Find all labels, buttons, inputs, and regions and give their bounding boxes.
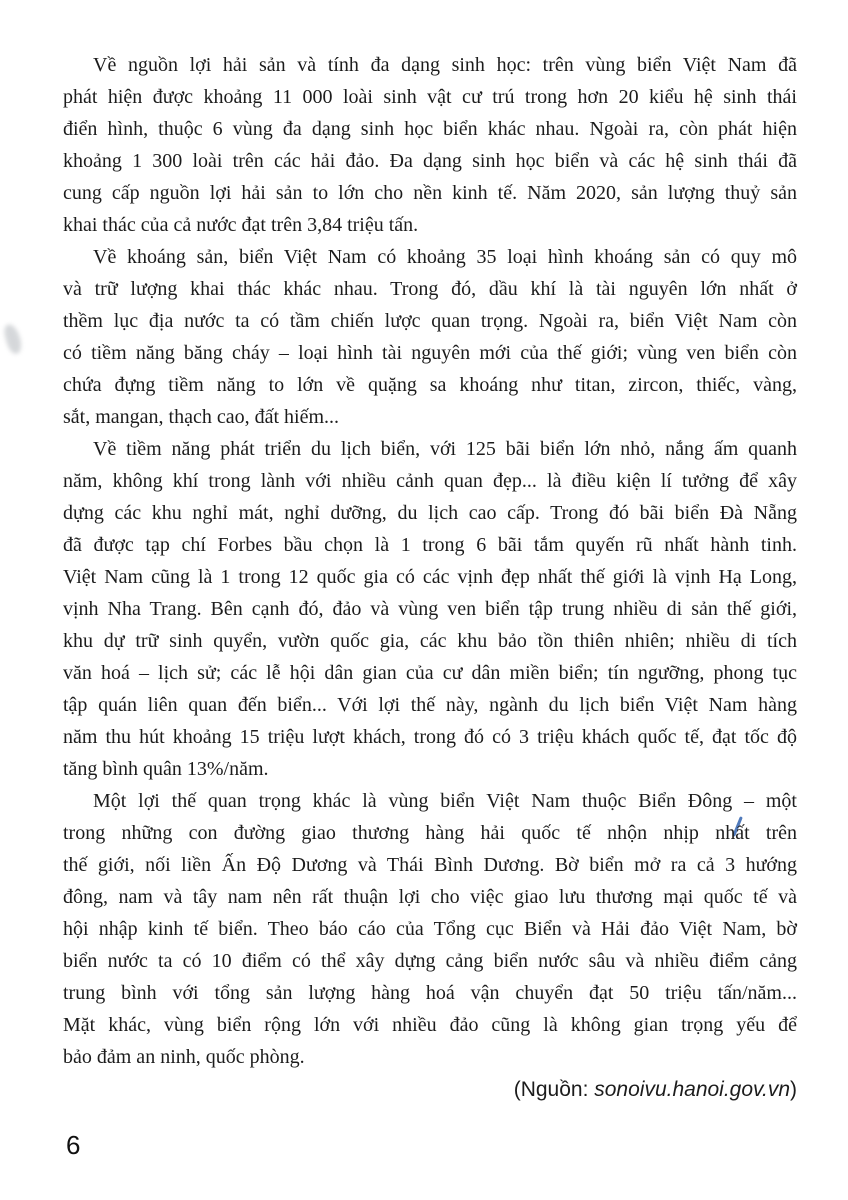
document-body: [63, 49, 797, 1073]
text-line: thế giới, nối liền Ấn Độ Dương và Thái Bình Dương. Bờ biển mở ra cả 3 hướng: [63, 854, 797, 876]
text-line: khu dự trữ sinh quyển, vườn quốc gia, các khu bảo tồn thiên nhiên; nhiều di tích: [63, 630, 797, 652]
text-line: khai thác của cả nước đạt trên 3,84 triệu tấn.: [63, 214, 419, 236]
text-line: phát hiện được khoảng 11 000 loài sinh vật cư trú trong hơn 20 kiểu hệ sinh thái: [63, 86, 797, 108]
text-line: văn hoá – lịch sử; các lễ hội dân gian của cư dân miền biển; tín ngưỡng, phong tục: [63, 662, 797, 684]
text-line: biển nước ta có 10 điểm có thể xây dựng cảng biển nước sâu và nhiều điểm cảng: [63, 950, 797, 972]
paragraph: [63, 241, 797, 433]
text-line: bảo đảm an ninh, quốc phòng.: [63, 1046, 305, 1068]
source-citation: [514, 1078, 797, 1102]
scan-smudge-artifact: [2, 323, 23, 356]
source-link: sonoivu.hanoi.gov.vn: [594, 1078, 790, 1101]
text-line: sắt, mangan, thạch cao, đất hiếm...: [63, 406, 340, 428]
text-line: thềm lục địa nước ta có tầm chiến lược quan trọng. Ngoài ra, biển Việt Nam còn: [63, 310, 797, 332]
text-line: trung bình với tổng sản lượng hàng hoá vận chuyển đạt 50 triệu tấn/năm...: [63, 982, 797, 1004]
text-line: Về tiềm năng phát triển du lịch biển, với 125 bãi biển lớn nhỏ, nắng ấm quanh: [93, 438, 797, 460]
page-number: 6: [66, 1130, 81, 1160]
text-line: vịnh Nha Trang. Bên cạnh đó, đảo và vùng ven biển tập trung nhiều di sản thế giới,: [63, 598, 797, 620]
text-line: đã được tạp chí Forbes bầu chọn là 1 trong 6 bãi tắm quyến rũ nhất hành tinh.: [63, 534, 797, 556]
text-line: trong những con đường giao thương hàng hải quốc tế nhộn nhịp nhất trên: [63, 822, 797, 844]
paragraph: [63, 785, 797, 1073]
text-line: chứa đựng tiềm năng to lớn về quặng sa khoáng như titan, zircon, thiếc, vàng,: [63, 374, 797, 396]
text-line: hội nhập kinh tế biển. Theo báo cáo của Tổng cục Biển và Hải đảo Việt Nam, bờ: [63, 918, 797, 940]
text-line: điển hình, thuộc 6 vùng đa dạng sinh học biển khác nhau. Ngoài ra, còn phát hiện: [63, 118, 797, 140]
text-line: cung cấp nguồn lợi hải sản to lớn cho nền kinh tế. Năm 2020, sản lượng thuỷ sản: [63, 182, 797, 204]
text-line: dựng các khu nghỉ mát, nghỉ dưỡng, du lịch cao cấp. Trong đó bãi biển Đà Nẵng: [63, 502, 797, 524]
source-prefix: (Nguồn:: [513, 1078, 595, 1101]
text-line: đông, nam và tây nam nên rất thuận lợi cho việc giao lưu thương mại quốc tế và: [63, 886, 797, 908]
text-line: năm, không khí trong lành với nhiều cảnh quan đẹp... là điều kiện lí tưởng để xây: [63, 470, 797, 492]
text-line: Việt Nam cũng là 1 trong 12 quốc gia có các vịnh đẹp nhất thế giới là vịnh Hạ Long,: [63, 566, 797, 588]
text-line: Mặt khác, vùng biển rộng lớn với nhiều đảo cũng là không gian trọng yếu để: [63, 1014, 797, 1036]
text-line: và trữ lượng khai thác khác nhau. Trong đó, dầu khí là tài nguyên lớn nhất ở: [63, 278, 797, 300]
text-line: khoảng 1 300 loài trên các hải đảo. Đa dạng sinh học biển và các hệ sinh thái đã: [63, 150, 797, 172]
paragraph: [63, 49, 797, 241]
text-line: Về nguồn lợi hải sản và tính đa dạng sinh học: trên vùng biển Việt Nam đã: [93, 54, 797, 76]
paragraph: [63, 433, 797, 785]
text-line: có tiềm năng băng cháy – loại hình tài nguyên mới của thế giới; vùng ven biển còn: [63, 342, 797, 364]
text-line: tăng bình quân 13%/năm.: [63, 758, 269, 780]
text-line: Một lợi thế quan trọng khác là vùng biển Việt Nam thuộc Biển Đông – một: [93, 790, 797, 812]
text-line: Về khoáng sản, biển Việt Nam có khoảng 35 loại hình khoáng sản có quy mô: [93, 246, 797, 268]
source-suffix: ): [790, 1078, 797, 1101]
text-line: tập quán liên quan đến biển... Với lợi thế này, ngành du lịch biển Việt Nam hàng: [63, 694, 797, 716]
text-line: năm thu hút khoảng 15 triệu lượt khách, trong đó có 3 triệu khách quốc tế, đạt tốc độ: [63, 726, 797, 748]
